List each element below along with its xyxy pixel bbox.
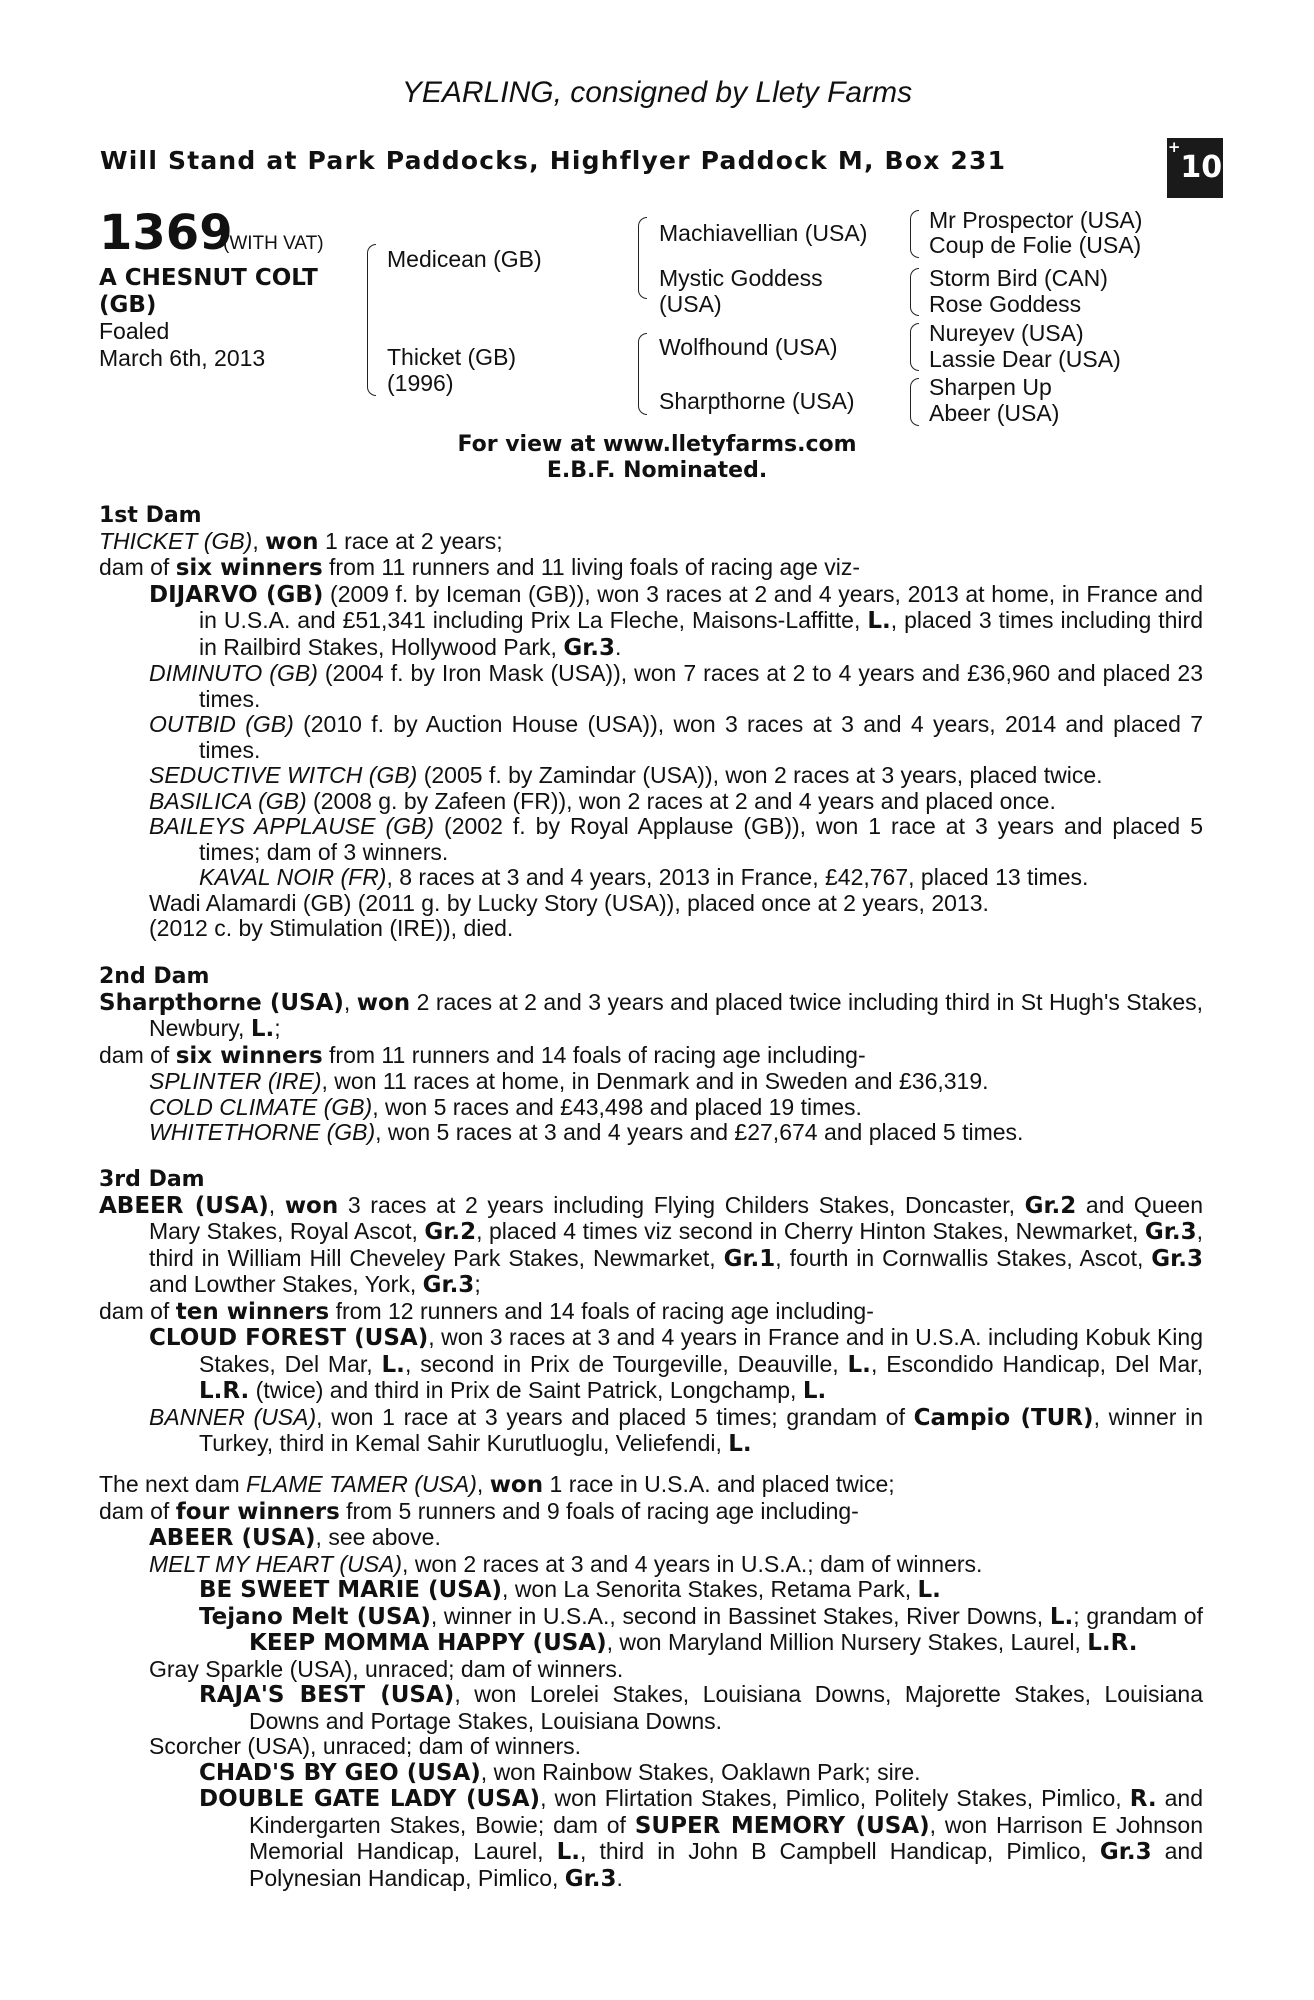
- horse-name: Tejano Melt (USA): [199, 1603, 431, 1630]
- horse-name: SPLINTER (IRE): [149, 1068, 322, 1094]
- horse-record: ; grandam of: [1073, 1602, 1203, 1629]
- horse-record: , won La Senorita Stakes, Retama Park,: [502, 1576, 918, 1602]
- horse-name: SEDUCTIVE WITCH (GB): [149, 762, 418, 788]
- pedigree-brace-6: [910, 323, 919, 371]
- second-dam-heading: 2nd Dam: [99, 964, 210, 989]
- horse-name: CHAD'S BY GEO (USA): [199, 1759, 481, 1786]
- horse-record: , won Harrison E Johnson Memorial Handicap, Laurel,: [249, 1811, 1204, 1864]
- horse-record: , won 5 races at 3 and 4 years and £27,674 and placed 5 times.: [375, 1119, 1024, 1145]
- granddam-6: Lassie Dear (USA): [929, 346, 1121, 372]
- list-item: [149, 1403, 1203, 1458]
- horse-record: and Kindergarten Stakes, Bowie; dam of: [249, 1785, 1203, 1838]
- third-dam-section: [99, 1167, 1203, 1458]
- horse-record: (2010 f. by Auction House (USA)), won 3 races at 3 and 4 years, 2014 and placed 7 times.: [199, 711, 1203, 763]
- stand-location: Will Stand at Park Paddocks, Highflyer Paddock M, Box 231: [100, 146, 1007, 175]
- horse-record: , won Maryland Million Nursery Stakes, Laurel,: [606, 1629, 1088, 1655]
- sire-dam-line1: Mystic Goddess: [659, 265, 823, 291]
- race-grade: L.: [250, 1016, 275, 1042]
- list-item: [149, 660, 1204, 712]
- list-item: [149, 1524, 1203, 1552]
- list-item: [149, 787, 1203, 815]
- race-grade: L.: [1049, 1603, 1074, 1630]
- next-dam-produce: [99, 1499, 1203, 1526]
- intro-text: The next dam: [99, 1471, 247, 1497]
- first-dam-name: THICKET (GB): [99, 527, 253, 554]
- won-label: won: [284, 1192, 339, 1219]
- dam-dam: Sharpthorne (USA): [659, 388, 855, 414]
- horse-record: , second in Prix de Tourgeville, Deauville,: [404, 1350, 848, 1377]
- horse-record: (2004 f. by Iron Mask (USA)), won 7 races at 2 to 4 years and £36,960 and placed 23 times.: [199, 660, 1204, 712]
- horse-record: (2005 f. by Zamindar (USA)), won 2 races at 3 years, placed twice.: [417, 762, 1103, 788]
- second-dam-section: [99, 964, 1203, 1146]
- summary-text: , fourth in Cornwallis Stakes, Ascot,: [775, 1244, 1152, 1271]
- sire-dam-line2: (USA): [659, 291, 722, 317]
- horse-record: , won 11 races at home, in Denmark and in Sweden and £36,319.: [321, 1068, 989, 1094]
- horse-name: BAILEYS APPLAUSE (GB): [149, 813, 435, 839]
- horse-name: ABEER (USA): [149, 1525, 316, 1551]
- list-item: DOUBLE GATE LADY (USA), won Flirtation Stakes, Pimlico, Politely Stakes, Pimlico, R. and Kindergarten Stakes, Bowie; dam of SUPER MEMORY (USA), won Harrison E Johnson Memorial Handicap, Laurel, L., third in John B Campbell Handicap, Pimlico, Gr.3 and Polynesian Handicap, Pimlico, Gr.3.: [199, 1785, 1204, 1892]
- badge-value: 10: [1180, 150, 1223, 185]
- horse-record: (2008 g. by Zafeen (FR)), won 2 races at 2 and 4 years and placed once.: [306, 787, 1056, 814]
- next-dam-section: [99, 1472, 1203, 1892]
- vat-rate-badge: [1167, 138, 1223, 198]
- second-dam-produce: [99, 1043, 1203, 1070]
- list-item: [199, 864, 1203, 891]
- horse-name: KEEP MOMMA HAPPY (USA): [249, 1630, 607, 1656]
- summary-text: and Lowther Stakes, York,: [149, 1271, 423, 1297]
- horse-name: BANNER (USA): [149, 1403, 317, 1430]
- race-grade: L.: [847, 1351, 871, 1378]
- foaled-info: [99, 318, 265, 372]
- dam-of-label: dam of: [99, 554, 176, 580]
- third-dam-produce: [99, 1299, 1203, 1326]
- dam-of-label: dam of: [99, 1041, 176, 1068]
- race-grade: L.R.: [199, 1378, 250, 1404]
- sire: Medicean (GB): [387, 246, 542, 272]
- horse-record: , won Lorelei Stakes, Louisiana Downs, Majorette Stakes, Louisiana Downs and Portage Stakes, Louisiana Downs.: [249, 1681, 1203, 1734]
- list-item: [199, 1681, 1203, 1734]
- list-item: Gray Sparkle (USA), unraced; dam of winners.: [149, 1655, 624, 1682]
- race-grade: L.R.: [1087, 1630, 1138, 1656]
- third-dam-summary: ABEER (USA), won 3 races at 2 years including Flying Childers Stakes, Doncaster, Gr.2 and Queen Mary Stakes, Royal Ascot, Gr.2, placed 4 times viz second in Cherry Hinton Stakes, Newmarket, Gr.3, third in William Hill Cheveley Park Stakes, Newmarket, Gr.1, fourth in Cornwallis Stakes, Ascot, Gr.3 and Lowther Stakes, York, Gr.3;: [99, 1191, 1203, 1298]
- race-grade: L.: [867, 608, 891, 634]
- horse-record: (twice) and third in Prix de Saint Patrick, Longchamp,: [249, 1377, 803, 1403]
- horse-name: OUTBID (GB): [149, 711, 294, 737]
- dam-of-label: dam of: [99, 1297, 176, 1324]
- horse-record: , third in John B Campbell Handicap, Pimlico,: [580, 1838, 1100, 1864]
- horse-name: BASILICA (GB): [149, 787, 307, 814]
- race-grade: Gr.3: [1099, 1839, 1152, 1865]
- won-label: won: [489, 1472, 544, 1498]
- grandsire-1: Mr Prospector (USA): [929, 207, 1143, 233]
- list-item: [199, 1602, 1203, 1657]
- race-grade: L.: [917, 1577, 941, 1603]
- sire-sire: Machiavellian (USA): [659, 220, 868, 246]
- horse-record: , won 5 races and £43,498 and placed 19 times.: [372, 1093, 862, 1120]
- next-dam-summary: The next dam FLAME TAMER (USA), won 1 race in U.S.A. and placed twice;: [99, 1471, 895, 1498]
- list-item: DIJARVO (GB) (2009 f. by Iceman (GB)), won 3 races at 2 and 4 years, 2013 at home, in France and in U.S.A. and £51,341 including Prix La Fleche, Maisons-Laffitte, L., placed 3 times including third in Railbird Stakes, Hollywood Park, Gr.3.: [149, 580, 1204, 661]
- race-grade: Gr.2: [424, 1219, 477, 1245]
- produce-text: from 11 runners and 11 living foals of racing age viz-: [322, 554, 861, 580]
- third-dam-name: ABEER (USA): [99, 1192, 269, 1219]
- race-grade: Gr.3: [563, 634, 616, 661]
- summary-text: , placed 4 times viz second in Cherry Hinton Stakes, Newmarket,: [476, 1218, 1145, 1244]
- pedigree-brace-3: [638, 333, 647, 415]
- lot-vat: (WITH VAT): [223, 233, 324, 254]
- list-item: [199, 1758, 1203, 1787]
- grandsire-7: Sharpen Up: [929, 374, 1052, 400]
- summary-text: and Queen Mary Stakes, Royal Ascot,: [149, 1191, 1203, 1244]
- horse-record: , see above.: [315, 1524, 441, 1550]
- dam-of-label: dam of: [99, 1497, 176, 1524]
- horse-record: , winner in U.S.A., second in Bassinet Stakes, River Downs,: [430, 1602, 1050, 1629]
- list-item: [149, 762, 1203, 789]
- granddam-8: Abeer (USA): [929, 400, 1060, 426]
- second-dam-summary: Sharpthorne (USA), won 2 races at 2 and 3 years and placed twice including third in St Hugh's Stakes, Newbury, L.;: [99, 988, 1204, 1042]
- granddam-4: Rose Goddess: [929, 291, 1082, 317]
- pedigree-brace-2: [638, 217, 647, 299]
- horse-name: MELT MY HEART (USA): [149, 1550, 403, 1577]
- second-dam-name: Sharpthorne (USA): [99, 989, 344, 1016]
- horse-record: , winner in Turkey, third in Kemal Sahir Kurutluoglu, Veliefendi,: [199, 1403, 1203, 1456]
- race-grade: Gr.3: [422, 1272, 475, 1298]
- pedigree-brace-4: [910, 210, 919, 258]
- horse-name: DOUBLE GATE LADY (USA): [199, 1786, 541, 1812]
- race-grade: L.: [381, 1351, 405, 1378]
- race-grade: Gr.1: [723, 1245, 776, 1272]
- first-dam-produce: [99, 555, 1203, 582]
- produce-text: from 12 runners and 14 foals of racing age including-: [329, 1297, 874, 1324]
- first-dam-section: [99, 503, 1203, 942]
- lot-number: 1369: [99, 205, 233, 261]
- foaled-label: Foaled: [99, 318, 170, 344]
- horse-record: , won Rainbow Stakes, Oaklawn Park; sire.: [480, 1758, 921, 1785]
- list-item: (2012 c. by Stimulation (IRE)), died.: [149, 915, 514, 941]
- dam-line1: Thicket (GB): [387, 344, 517, 370]
- winners-count: six winners: [175, 555, 323, 581]
- horse-name: DIJARVO (GB): [149, 581, 324, 608]
- produce-text: from 11 runners and 14 foals of racing age including-: [322, 1041, 866, 1068]
- lot-description: A CHESNUT COLT (GB): [99, 265, 318, 318]
- third-dam-heading: 3rd Dam: [99, 1167, 205, 1192]
- horse-record: , 8 races at 3 and 4 years, 2013 in France, £42,767, placed 13 times.: [386, 864, 1089, 890]
- horse-name: BE SWEET MARIE (USA): [199, 1577, 503, 1603]
- grandsire-5: Nureyev (USA): [929, 320, 1084, 346]
- horse-record: , Escondido Handicap, Del Mar,: [870, 1350, 1203, 1377]
- horse-record: , won 2 races at 3 and 4 years in U.S.A.; dam of winners.: [402, 1550, 983, 1577]
- race-grade: R.: [1129, 1786, 1157, 1812]
- badge-plus: +: [1167, 138, 1181, 156]
- foaled-date: March 6th, 2013: [99, 345, 266, 371]
- horse-record: (2009 f. by Iceman (GB)), won 3 races at 2 and 4 years, 2013 at home, in France and in U.S.A. and £51,341 including Prix La Fleche, Maisons-Laffitte,: [199, 580, 1204, 633]
- horse-record: , won 1 race at 3 years and placed 5 times; grandam of: [316, 1403, 914, 1430]
- pedigree-brace-5: [910, 268, 919, 316]
- first-dam-heading: 1st Dam: [99, 503, 202, 528]
- summary-text: , third in William Hill Cheveley Park Stakes, Newmarket,: [149, 1218, 1203, 1271]
- view-website: For view at www.lletyfarms.com: [457, 432, 857, 457]
- horse-name: RAJA'S BEST (USA): [199, 1682, 455, 1708]
- horse-name: Campio (TUR): [913, 1404, 1094, 1431]
- horse-record: , placed 3 times including third in Railbird Stakes, Hollywood Park,: [199, 607, 1203, 660]
- list-item: [149, 711, 1203, 763]
- winners-count: ten winners: [175, 1298, 330, 1325]
- list-item: [149, 1068, 1203, 1095]
- summary-text: 1 race at 2 years;: [318, 527, 503, 554]
- horse-name: DIMINUTO (GB): [149, 660, 318, 686]
- pedigree-brace-1: [367, 244, 376, 396]
- summary-text: 1 race in U.S.A. and placed twice;: [543, 1471, 895, 1497]
- pedigree-brace-7: [910, 378, 919, 426]
- list-item: Scorcher (USA), unraced; dam of winners.: [149, 1733, 582, 1759]
- produce-text: from 5 runners and 9 foals of racing age including-: [339, 1497, 859, 1524]
- winners-count: four winners: [175, 1498, 340, 1525]
- race-grade: Gr.2: [1024, 1192, 1077, 1219]
- list-item: [199, 1576, 1203, 1604]
- horse-name: CLOUD FOREST (USA): [149, 1325, 429, 1351]
- horse-record: and Polynesian Handicap, Pimlico,: [249, 1838, 1204, 1891]
- race-grade: Gr.3: [1151, 1245, 1203, 1272]
- list-item: Wadi Alamardi (GB) (2011 g. by Lucky Story (USA)), placed once at 2 years, 2013.: [149, 889, 989, 916]
- race-grade: Gr.3: [1144, 1219, 1197, 1245]
- race-grade: L.: [556, 1839, 581, 1865]
- horse-name: COLD CLIMATE (GB): [149, 1093, 373, 1120]
- won-label: won: [265, 528, 319, 555]
- next-dam-name: FLAME TAMER (USA): [246, 1471, 477, 1497]
- summary-text: 2 races at 2 and 3 years and placed twice including third in St Hugh's Stakes, Newbury,: [149, 988, 1204, 1041]
- granddam-2: Coup de Folie (USA): [929, 232, 1142, 258]
- list-item: [149, 813, 1203, 865]
- dam-line2: (1996): [387, 370, 454, 396]
- ebf-nominated: E.B.F. Nominated.: [546, 458, 768, 483]
- winners-count: six winners: [175, 1042, 323, 1069]
- grandsire-3: Storm Bird (CAN): [929, 265, 1108, 291]
- consignment-header: YEARLING, consigned by Llety Farms: [401, 76, 913, 109]
- horse-name: WHITETHORNE (GB): [149, 1119, 376, 1145]
- first-dam-summary: THICKET (GB), won 1 race at 2 years;: [99, 527, 503, 555]
- list-item: [149, 1550, 1203, 1578]
- list-item: [149, 1093, 1203, 1121]
- horse-name: KAVAL NOIR (FR): [199, 864, 387, 890]
- dam-sire: Wolfhound (USA): [659, 334, 838, 360]
- horse-name: SUPER MEMORY (USA): [634, 1812, 930, 1839]
- race-grade: Gr.3: [564, 1865, 617, 1892]
- list-item: [149, 1119, 1203, 1146]
- list-item: [149, 1324, 1203, 1405]
- horse-record: , won 3 races at 3 and 4 years in France and in U.S.A. including Kobuk King Stakes, Del Mar,: [199, 1324, 1203, 1377]
- horse-record: , won Flirtation Stakes, Pimlico, Politely Stakes, Pimlico,: [540, 1785, 1130, 1811]
- summary-text: 3 races at 2 years including Flying Childers Stakes, Doncaster,: [338, 1191, 1025, 1218]
- won-label: won: [356, 989, 411, 1016]
- race-grade: L.: [728, 1431, 752, 1457]
- horse-record: (2002 f. by Royal Applause (GB)), won 1 race at 3 years and placed 5 times; dam of 3 winners.: [199, 813, 1203, 865]
- race-grade: L.: [802, 1378, 827, 1404]
